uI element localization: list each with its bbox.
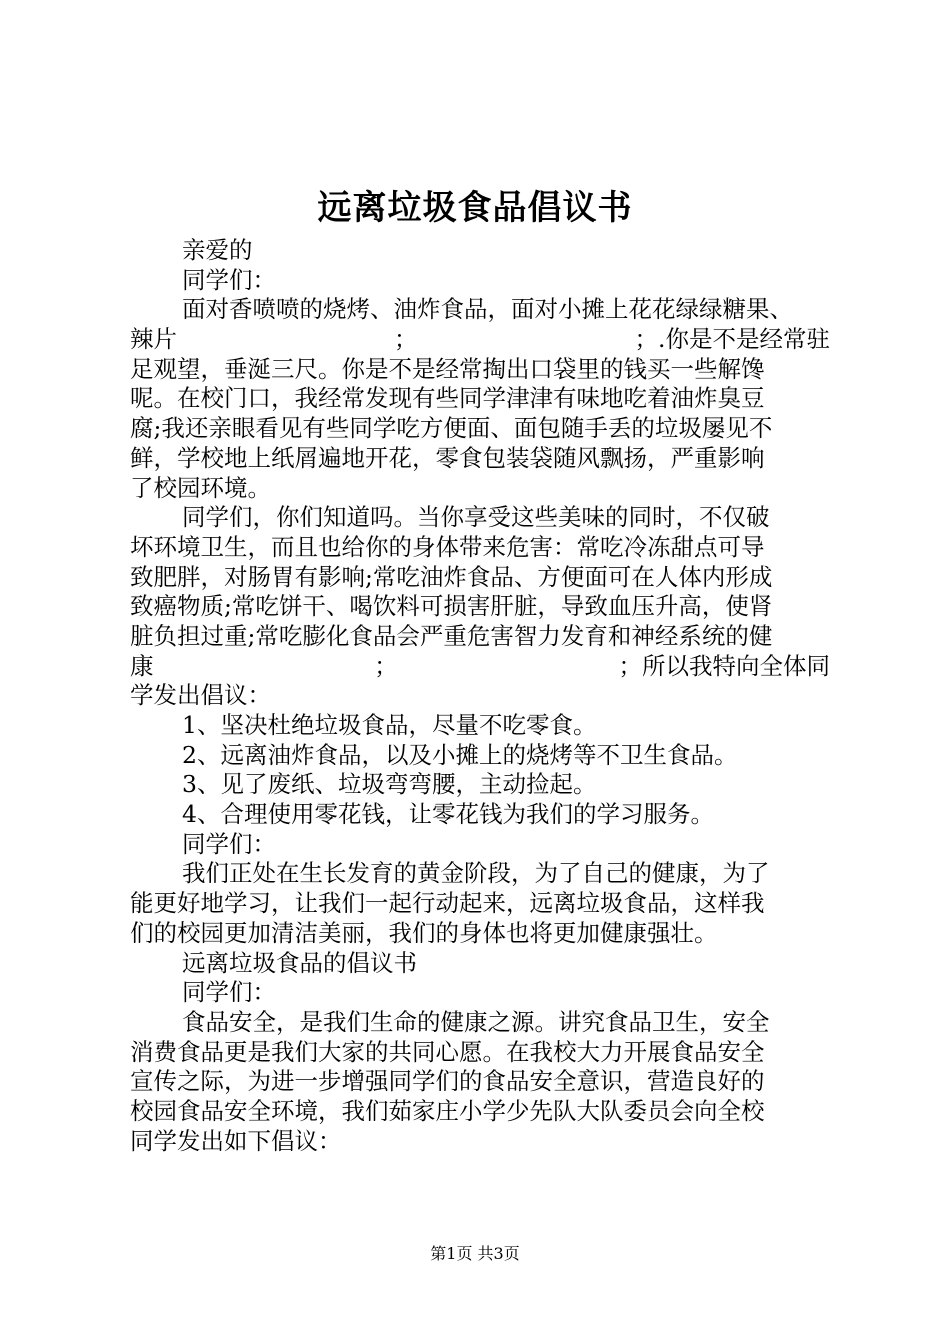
- text-line: 消费食品更是我们大家的共同心愿。在我校大力开展食品安全: [130, 1037, 765, 1066]
- text-line: 脏负担过重;常吃膨化食品会严重危害智力发育和神经系统的健: [130, 621, 773, 650]
- text-line: 了校园环境。: [130, 473, 271, 502]
- text-line: 宣传之际，为进一步增强同学们的食品安全意识，营造良好的: [130, 1067, 765, 1096]
- text-line: [130, 325, 830, 355]
- text-line: 学发出倡议：: [130, 681, 271, 710]
- text-line: 足观望，垂涎三尺。你是不是经常掏出口袋里的钱买一些解馋: [130, 354, 765, 383]
- text-line: 1、坚决杜绝垃圾食品，尽量不吃零食。: [182, 711, 597, 739]
- text-segment: ；.你是不是经常驻: [634, 325, 830, 354]
- text-line: 2、远离油炸食品，以及小摊上的烧烤等不卫生食品。: [182, 740, 738, 769]
- text-line: 腐;我还亲眼看见有些同学吃方便面、面包随手丢的垃圾屡见不: [130, 414, 773, 443]
- text-line: 致肥胖，对肠胃有影响;常吃油炸食品、方便面可在人体内形成: [130, 562, 773, 591]
- text-segment: 辣片: [130, 325, 177, 354]
- text-line: 远离垃圾食品的倡议书: [182, 948, 417, 977]
- text-line: 呢。在校门口，我经常发现有些同学津津有味地吃着油炸臭豆: [130, 384, 765, 413]
- document-body: [130, 236, 830, 1156]
- text-segment: ；: [394, 325, 418, 354]
- text-segment: ；: [374, 651, 398, 680]
- text-line: [130, 652, 830, 682]
- text-line: 同学们：: [182, 829, 276, 858]
- page-footer: 第1页 共3页: [430, 1244, 520, 1263]
- text-line: 同学们：: [182, 978, 276, 1007]
- text-line: 同学们，你们知道吗。当你享受这些美味的同时，不仅破: [182, 503, 770, 532]
- text-line: 致癌物质;常吃饼干、喝饮料可损害肝脏，导致血压升高，使肾: [130, 592, 773, 621]
- text-line: 3、见了废纸、垃圾弯弯腰，主动捡起。: [182, 770, 597, 799]
- text-line: 面对香喷喷的烧烤、油炸食品，面对小摊上花花绿绿糖果、: [182, 295, 793, 324]
- text-line: 能更好地学习，让我们一起行动起来，远离垃圾食品，这样我: [130, 889, 765, 918]
- text-segment: 康: [130, 651, 154, 680]
- document-title: 远离垃圾食品倡议书: [317, 188, 633, 228]
- text-segment: ；所以我特向全体同: [618, 651, 830, 680]
- text-line: 我们正处在生长发育的黄金阶段，为了自己的健康，为了: [182, 859, 770, 888]
- text-line: 亲爱的: [182, 236, 253, 264]
- text-line: 坏环境卫生，而且也给你的身体带来危害：常吃冷冻甜点可导: [130, 532, 765, 561]
- text-line: 鲜，学校地上纸屑遍地开花，零食包装袋随风飘扬，严重影响: [130, 443, 765, 472]
- text-line: 4、合理使用零花钱，让零花钱为我们的学习服务。: [182, 800, 714, 829]
- text-line: 校园食品安全环境，我们茹家庄小学少先队大队委员会向全校: [130, 1096, 765, 1125]
- text-line: 同学们：: [182, 265, 276, 294]
- text-line: 食品安全，是我们生命的健康之源。讲究食品卫生，安全: [182, 1007, 770, 1036]
- text-line: 们的校园更加清洁美丽，我们的身体也将更加健康强壮。: [130, 918, 718, 947]
- text-line: 同学发出如下倡议：: [130, 1126, 342, 1155]
